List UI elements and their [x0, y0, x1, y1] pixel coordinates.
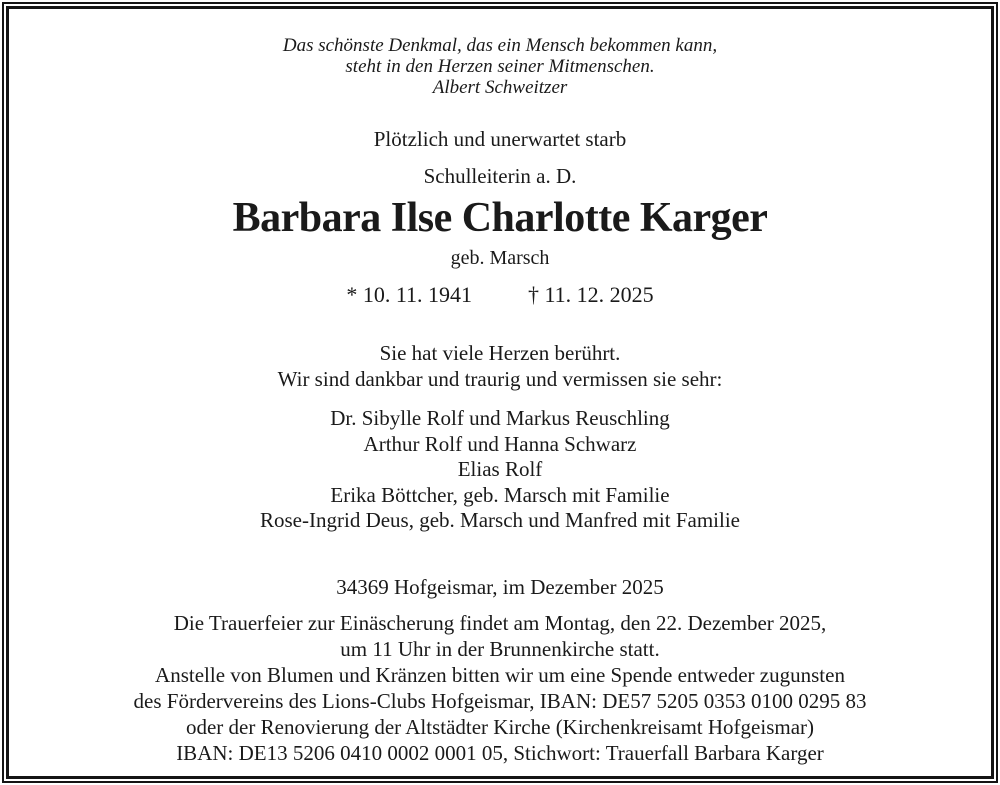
- announcement-intro: Plötzlich und unerwartet starb: [373, 127, 627, 151]
- quote-attribution: Albert Schweitzer: [432, 77, 568, 98]
- place-and-date: 34369 Hofgeismar, im Dezember 2025: [336, 574, 664, 599]
- quote-line: steht in den Herzen seiner Mitmenschen.: [345, 56, 655, 77]
- memorial-quote: [9, 35, 991, 98]
- funeral-details-line: des Fördervereins des Lions-Clubs Hofgeismar, IBAN: DE57 5205 0353 0100 0295 83: [133, 688, 867, 713]
- mourner-name: Erika Böttcher, geb. Marsch mit Familie: [330, 482, 670, 507]
- mourner-name: Arthur Rolf und Hanna Schwarz: [363, 431, 637, 456]
- funeral-details-line: oder der Renovierung der Altstädter Kirche (Kirchenkreisamt Hofgeismar): [185, 714, 815, 739]
- mourning-frame-inner: [6, 6, 994, 779]
- mourner-name: Elias Rolf: [457, 457, 543, 481]
- death-date: † 11. 12. 2025: [528, 282, 654, 307]
- mourner-name: Rose-Ingrid Deus, geb. Marsch und Manfred mit Familie: [260, 508, 740, 532]
- deceased-name: Barbara Ilse Charlotte Karger: [232, 195, 768, 241]
- funeral-details-line: Die Trauerfeier zur Einäscherung findet am Montag, den 22. Dezember 2025,: [173, 610, 827, 635]
- obituary-content: [9, 35, 991, 779]
- tribute-line: Sie hat viele Herzen berührt.: [379, 341, 621, 365]
- funeral-details-line: Anstelle von Blumen und Kränzen bitten wir um eine Spende entweder zugunsten: [155, 662, 845, 687]
- birth-name: geb. Marsch: [450, 247, 550, 269]
- birth-date: * 10. 11. 1941: [346, 282, 472, 307]
- tribute-line: Wir sind dankbar und traurig und vermissen sie sehr:: [277, 367, 723, 391]
- funeral-details: [9, 610, 991, 766]
- mourning-frame-outer: [2, 2, 998, 783]
- mourners-list: [9, 406, 991, 534]
- funeral-details-line: um 11 Uhr in der Brunnenkirche statt.: [340, 636, 660, 661]
- mourner-name: Dr. Sibylle Rolf und Markus Reuschling: [330, 406, 670, 430]
- funeral-details-line: IBAN: DE13 5206 0410 0002 0001 05, Stichwort: Trauerfall Barbara Karger: [176, 740, 824, 765]
- deceased-role: Schulleiterin a. D.: [423, 164, 577, 188]
- quote-line: Das schönste Denkmal, das ein Mensch bekommen kann,: [282, 35, 718, 56]
- tribute-text: [9, 340, 991, 392]
- life-dates: [9, 282, 991, 308]
